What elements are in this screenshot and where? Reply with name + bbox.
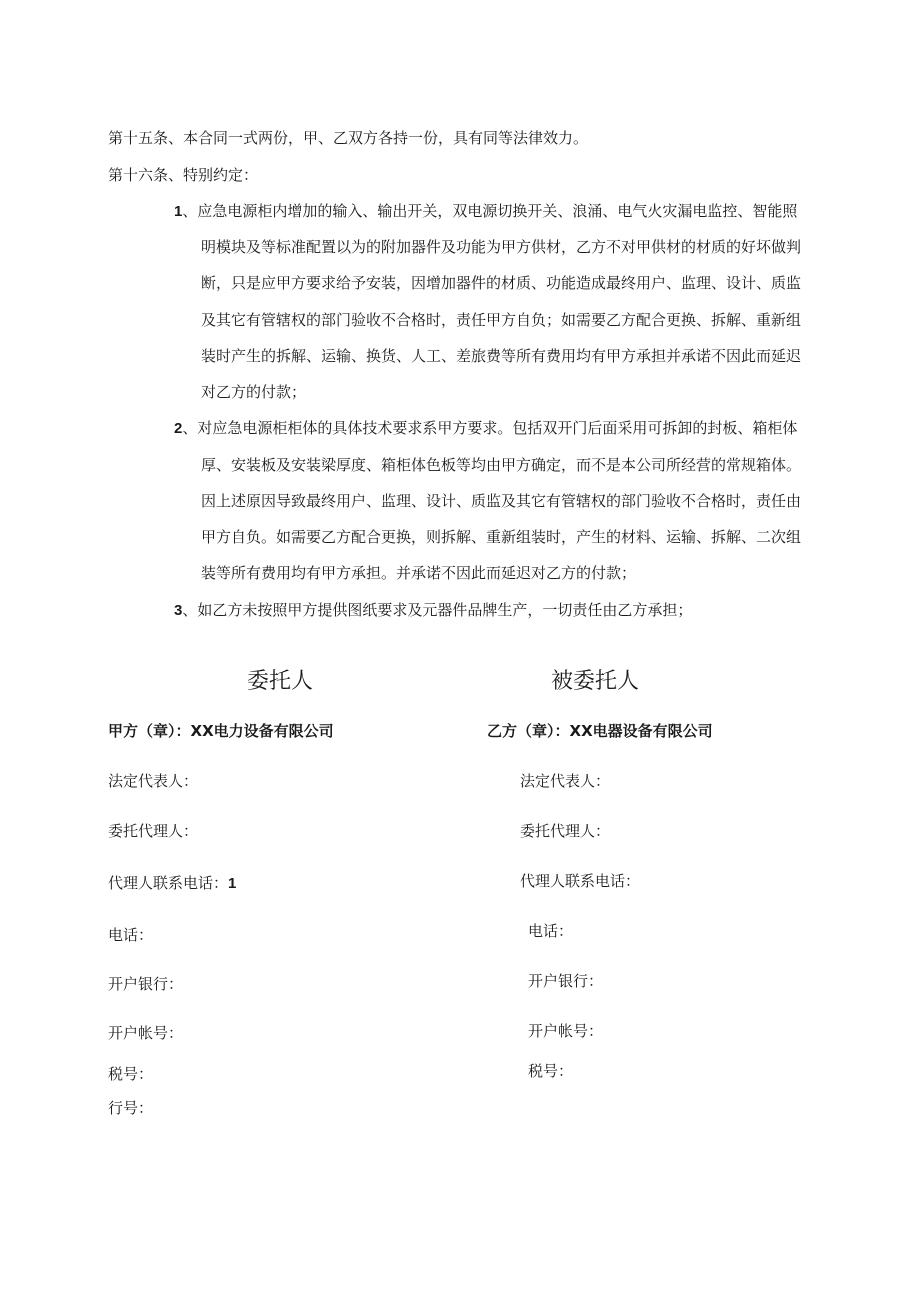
- party-b-name: 乙方（章）：XX电器设备有限公司: [487, 722, 713, 740]
- item-line: 、应急电源柜内增加的输入、输出开关，双电源切换开关、浪涌、电气火灾漏电监控、智能照: [182, 202, 798, 220]
- article-16-heading: 第十六条、特别约定：: [108, 166, 259, 184]
- item-line: 及其它有管辖权的部门验收不合格时，责任甲方自负；如需要乙方配合更换、拆解、重新组: [201, 311, 802, 329]
- item-line: 、如乙方未按照甲方提供图纸要求及元器件品牌生产，一切责任由乙方承担；: [182, 601, 693, 619]
- agent-party-title: 被委托人: [551, 669, 640, 694]
- party-a-account: 开户帐号：: [108, 1024, 184, 1042]
- party-a-name: 甲方（章）：XX电力设备有限公司: [108, 722, 334, 740]
- party-b-bank: 开户银行：: [528, 972, 604, 990]
- party-b-account: 开户帐号：: [528, 1022, 604, 1040]
- item-number: 3: [174, 602, 183, 619]
- party-b-legal-rep: 法定代表人：: [520, 772, 611, 790]
- party-a-legal-rep: 法定代表人：: [108, 772, 199, 790]
- party-b-agent-phone: 代理人联系电话：: [520, 872, 641, 890]
- item-line: 厚、安装板及安装梁厚度、箱柜体色板等均由甲方确定，而不是本公司所经营的常规箱体。: [201, 456, 802, 474]
- agent-phone-label: 代理人联系电话：: [108, 874, 229, 892]
- agent-phone-value: 1: [228, 875, 237, 892]
- item-line: 、对应急电源柜柜体的具体技术要求系甲方要求。包括双开门后面采用可拆卸的封板、箱柜体: [182, 419, 798, 437]
- item-number: 1: [174, 203, 183, 220]
- party-b-phone: 电话：: [528, 922, 574, 940]
- party-b-agent: 委托代理人：: [520, 822, 611, 840]
- item-line: 对乙方的付款；: [201, 383, 307, 401]
- article-15: 第十五条、本合同一式两份，甲、乙双方各持一份，具有同等法律效力。: [108, 129, 589, 147]
- item-line: 明模块及等标准配置以为的附加器件及功能为甲方供材，乙方不对甲供材的材质的好坏做判: [201, 238, 802, 256]
- item-number: 2: [174, 420, 183, 437]
- party-b-tax-id: 税号：: [528, 1062, 574, 1080]
- item-line: 断，只是应甲方要求给予安装，因增加器件的材质、功能造成最终用户、监理、设计、质监: [201, 274, 802, 292]
- party-a-agent-phone: [108, 873, 236, 894]
- item-line: 装等所有费用均有甲方承担。并承诺不因此而延迟对乙方的付款；: [201, 564, 637, 582]
- party-a-bank-no: 行号：: [108, 1099, 154, 1117]
- party-a-agent: 委托代理人：: [108, 822, 199, 840]
- party-a-tax-id: 税号：: [108, 1065, 154, 1083]
- party-a-bank: 开户银行：: [108, 975, 184, 993]
- principal-title: 委托人: [247, 669, 314, 694]
- item-line: 甲方自负。如需要乙方配合更换，则拆解、重新组装时，产生的材料、运输、拆解、二次组: [201, 528, 802, 546]
- party-a-phone: 电话：: [108, 926, 154, 944]
- item-line: 因上述原因导致最终用户、监理、设计、质监及其它有管辖权的部门验收不合格时，责任由: [201, 492, 802, 510]
- item-line: 装时产生的拆解、运输、换货、人工、差旅费等所有费用均有甲方承担并承诺不因此而延迟: [201, 347, 802, 365]
